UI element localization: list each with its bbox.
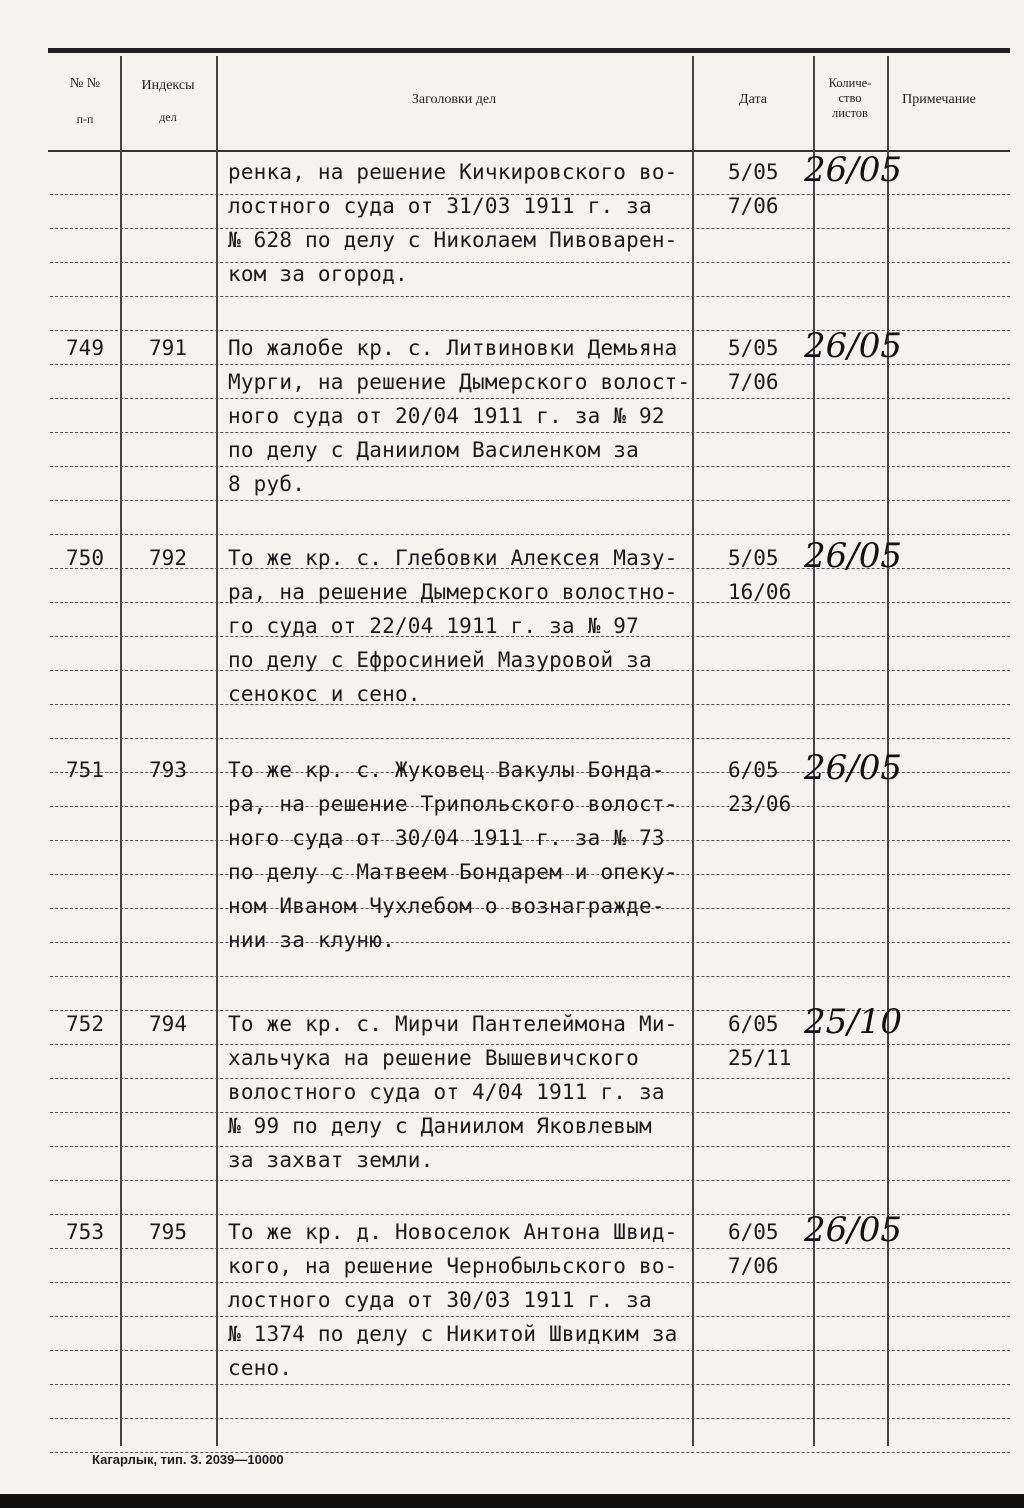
entry-number: 749 — [66, 336, 104, 360]
entry-sheets-handwritten: 25/10 — [804, 1002, 902, 1042]
ruled-line — [50, 704, 1010, 706]
col-divider — [692, 56, 694, 1446]
top-border — [48, 48, 1010, 53]
entry-sheets-handwritten: 26/05 — [804, 748, 902, 788]
entry-number: 751 — [66, 758, 104, 782]
entry-title-line: сенокос и сено. — [228, 682, 421, 706]
entry-sheets-handwritten: 26/05 — [804, 1210, 902, 1250]
header-idx-bottom: дел — [159, 110, 177, 124]
entry-number: 750 — [66, 546, 104, 570]
entry-date-end: 25/11 — [728, 1046, 792, 1070]
ruled-line — [50, 1384, 1010, 1386]
ruled-line — [50, 942, 1010, 944]
ruled-line — [50, 1350, 1010, 1352]
entry-title-line: ренка, на решение Кичкировского во- — [228, 160, 678, 184]
entry-index: 791 — [149, 336, 187, 360]
entry-title-line: кого, на решение Чернобыльского во- — [228, 1254, 678, 1278]
entry-title-line: нии за клуню. — [228, 928, 395, 952]
ruled-line — [50, 738, 1010, 740]
entry-title-line: за захват земли. — [228, 1148, 434, 1172]
entry-title-line: То же кр. с. Глебовки Алексея Мазу- — [228, 546, 678, 570]
header-idx-top: Индексы — [141, 78, 195, 93]
entry-title-line: по делу с Матвеем Бондарем и опеку- — [228, 860, 678, 884]
entry-title-line: лостного суда от 31/03 1911 г. за — [228, 194, 652, 218]
ruled-line — [50, 432, 1010, 434]
entry-title-line: по делу с Даниилом Василенком за — [228, 438, 639, 462]
entry-index: 795 — [149, 1220, 187, 1244]
header-date: Дата — [739, 92, 767, 107]
entry-title-line: хальчука на решение Вышевичского — [228, 1046, 639, 1070]
entry-sheets-handwritten: 26/05 — [804, 326, 902, 366]
entry-title-line: ком за огород. — [228, 262, 408, 286]
entry-sheets-handwritten: 26/05 — [804, 536, 902, 576]
entry-title-line: 8 руб. — [228, 472, 306, 496]
entry-date-start: 6/05 — [728, 1220, 779, 1244]
ruled-line — [50, 976, 1010, 978]
entry-title-line: ра, на решение Трипольского волост- — [228, 792, 678, 816]
entry-title-line: волостного суда от 4/04 1911 г. за — [228, 1080, 665, 1104]
entry-title-line: лостного суда от 30/03 1911 г. за — [228, 1288, 652, 1312]
ruled-line — [50, 398, 1010, 400]
entry-index: 793 — [149, 758, 187, 782]
entry-date-start: 5/05 — [728, 160, 779, 184]
header-note: Примечание — [902, 92, 976, 107]
entry-title-line: ном Иваном Чухлебом о вознагражде- — [228, 894, 665, 918]
ruled-line — [50, 1146, 1010, 1148]
entry-title-line: № 99 по делу с Даниилом Яковлевым — [228, 1114, 652, 1138]
entry-date-end: 7/06 — [728, 194, 779, 218]
ruled-line — [50, 1282, 1010, 1284]
entry-date-start: 5/05 — [728, 336, 779, 360]
ruled-line — [50, 500, 1010, 502]
entry-title-line: по делу с Ефросинией Мазуровой за — [228, 648, 652, 672]
entry-title-line: ра, на решение Дымерского волостно- — [228, 580, 678, 604]
entry-date-start: 6/05 — [728, 758, 779, 782]
entry-date-end: 7/06 — [728, 1254, 779, 1278]
ruled-line — [50, 296, 1010, 298]
entry-title-line: ного суда от 20/04 1911 г. за № 92 — [228, 404, 665, 428]
entry-date-start: 6/05 — [728, 1012, 779, 1036]
entry-title-line: го суда от 22/04 1911 г. за № 97 — [228, 614, 639, 638]
entry-date-start: 5/05 — [728, 546, 779, 570]
ruled-line — [50, 262, 1010, 264]
header-sheets: Количе- ство листов — [828, 76, 872, 120]
entry-title-line: По жалобе кр. с. Литвиновки Демьяна — [228, 336, 678, 360]
entry-title-line: сено. — [228, 1356, 293, 1380]
entry-date-end: 16/06 — [728, 580, 792, 604]
ruled-line — [50, 1418, 1010, 1420]
entry-number: 753 — [66, 1220, 104, 1244]
entry-title-line: № 628 по делу с Николаем Пивоварен- — [228, 228, 678, 252]
ruled-line — [50, 466, 1010, 468]
entry-title-line: № 1374 по делу с Никитой Швидким за — [228, 1322, 678, 1346]
entry-title-line: То же кр. с. Мирчи Пантелеймона Ми- — [228, 1012, 678, 1036]
entry-date-end: 7/06 — [728, 370, 779, 394]
ruled-line — [50, 1180, 1010, 1182]
col-divider — [216, 56, 218, 1446]
header-title: Заголовки дел — [411, 92, 497, 107]
entry-title-line: Мурги, на решение Дымерского волост- — [228, 370, 691, 394]
entry-date-end: 23/06 — [728, 792, 792, 816]
entry-title-line: То же кр. д. Новоселок Антона Швид- — [228, 1220, 678, 1244]
entry-number: 752 — [66, 1012, 104, 1036]
entry-title-line: ного суда от 30/04 1911 г. за № 73 — [228, 826, 665, 850]
scan-edge — [0, 1494, 1024, 1508]
header-num-top: № № — [69, 76, 101, 91]
entry-index: 794 — [149, 1012, 187, 1036]
ruled-line — [50, 1316, 1010, 1318]
entry-index: 792 — [149, 546, 187, 570]
printer-footer: Кагарлык, тип. З. 2039—10000 — [92, 1452, 284, 1467]
entry-title-line: То же кр. с. Жуковец Вакулы Бонда- — [228, 758, 665, 782]
header-num-bottom: п-п — [76, 112, 94, 126]
entry-sheets-handwritten: 26/05 — [804, 150, 902, 190]
